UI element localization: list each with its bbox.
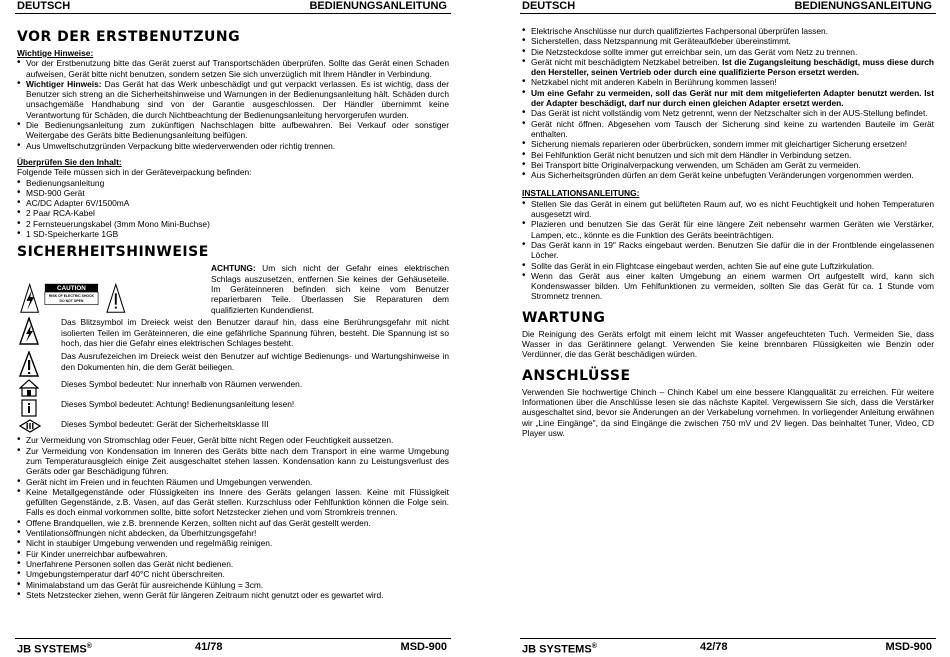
- list-item: • Aus Sicherheitsgründen dürfen an dem Gerät keine unbefugten Veränderungen vorgenommen werden.: [522, 170, 934, 180]
- list-item: • Offene Brandquellen, wie z.B. brennende Kerzen, sollten nicht auf das Gerät gestellt werden.: [17, 518, 449, 528]
- list-item: [17, 79, 449, 120]
- caution-line1: RISK OF ELECTRIC SHOCK: [48, 294, 94, 299]
- list-item: • Stellen Sie das Gerät in einem gut belüfteten Raum auf, wo es nicht Feuchtigkeit und hohen Temperaturen ausgesetzt wird.: [522, 199, 934, 220]
- list-item: • Umgebungstemperatur darf 40°C nicht überschreiten.: [17, 569, 449, 579]
- list-item: • Ventilationsöffnungen nicht abdecken, da Überhitzungsgefahr!: [17, 528, 449, 538]
- read-manual-icon: [19, 399, 39, 417]
- hints-list: [17, 58, 449, 151]
- achtung-label: ACHTUNG:: [211, 263, 256, 274]
- hints-heading: Wichtige Hinweise:: [17, 48, 94, 58]
- right-page: [520, 0, 936, 654]
- section-title-first-use: VOR DER ERSTBENUTZUNG: [17, 29, 241, 45]
- list-item: • Gerät nicht öffnen. Abgesehen vom Tausch der Sicherung sind keine zu wartenden Bauteile im Gerät enthalten.: [522, 119, 934, 140]
- list-item: • Bedienungsanleitung: [17, 178, 449, 188]
- list-item: • Sicherstellen, dass Netzspannung mit Geräteaufkleber übereinstimmt.: [522, 36, 934, 46]
- page-footer: [520, 638, 936, 656]
- symbol-class3-text: Dieses Symbol bedeutet: Gerät der Sicherheitsklasse III: [61, 419, 269, 430]
- lightning-triangle-icon: [19, 317, 39, 345]
- safety-list-continued: [522, 26, 934, 180]
- symbol-indoor-text: Dieses Symbol bedeutet: Nur innerhalb von Räumen verwenden.: [61, 379, 303, 390]
- list-item: • AC/DC Adapter 6V/1500mA: [17, 198, 449, 208]
- list-item: • Nicht in staubiger Umgebung verwenden und regelmäßig reinigen.: [17, 538, 449, 548]
- list-item: • Keine Metallgegenstände oder Flüssigkeiten ins Innere des Geräts gelangen lassen. Keine mit Flüssigkeit gefüllten Gegenstände, z.B. Vasen, auf das Gerät stellen. Kurzschluss oder Fehlfunktion können die Folge sein. Falls es doch einmal vorkommen sollte, bitte sofort Netzstecker ziehen und vom Stromkreis trennen.: [17, 487, 449, 518]
- list-item: • Unerfahrene Personen sollen das Gerät nicht bedienen.: [17, 559, 449, 569]
- achtung-text: ACHTUNG: Um sich nicht der Gefahr eines elektrischen Schlags auszusetzen, entfernen Sie keines der Gehäuseteile. Im Geräteinneren befinden sich keine vom Benutzer reparierbaren Teile. Überlassen Sie Reparaturen dem qualifizierten Kundendienst.: [211, 263, 450, 315]
- section-title-maintenance: WARTUNG: [522, 309, 606, 326]
- footer-page-number: 41/78: [195, 641, 223, 653]
- connections-text: Verwenden Sie hochwertige Chinch – Chinch Kabel um eine bessere Klangqualität zu erreichen. Für weitere Informationen über die Anschlüsse lesen sie das nächste Kapitel. Vergewissern Sie sich, dass die Verstärker ausgeschaltet sind, bevor sie Änderungen an der Verkabelung vornehmen. In vorliegender Anleitung erwähnen wir „Line Eingänge", da sind Eingänge die zwischen 750 mV und 2V liegen. Das beinhaltet Tuner, Video, CD Player usw.: [522, 386, 934, 438]
- list-item: • Um eine Gefahr zu vermeiden, soll das Gerät nur mit dem mitgelieferten Adapter benutzt werden. Ist der Adapter beschädigt, darf nur durch einen gleichen Adapter ersetzt werden.: [522, 88, 934, 109]
- content-heading: Überprüfen Sie den Inhalt:: [17, 156, 122, 167]
- list-item: • 2 Fernsteuerungskabel (3mm Mono Mini-Buchse): [17, 219, 449, 229]
- page-header: [520, 0, 936, 14]
- section-title-connections: ANSCHLÜSSE: [522, 367, 631, 384]
- footer-model: MSD-900: [885, 641, 932, 653]
- footer-model: MSD-900: [400, 641, 447, 653]
- list-item: • 2 Paar RCA-Kabel: [17, 208, 449, 218]
- safety-class-3-icon: [19, 419, 41, 433]
- list-item: • Für Kinder unerreichbar aufbewahren.: [17, 549, 449, 559]
- footer-brand: JB SYSTEMS®: [522, 643, 597, 656]
- list-item: • Die Netzsteckdose sollte immer gut erreichbar sein, um das Gerät vom Netz zu trennen.: [522, 47, 934, 57]
- list-item: • Sicherung niemals reparieren oder überbrücken, sondern immer mit gleichartiger Sicherung ersetzen!: [522, 139, 934, 149]
- list-item: • Elektrische Anschlüsse nur durch qualifiziertes Fachpersonal überprüfen lassen.: [522, 26, 934, 36]
- page-footer: [15, 638, 451, 656]
- list-item: • Plazieren und benutzen Sie das Gerät für eine längere Zeit nebensehr warmen Geräten wie Verstärker, Lampen, etc., könnte es die Funktion des Geräts beeinträchtigen.: [522, 219, 934, 240]
- list-item: • Gerät nicht mit beschädigtem Netzkabel betreiben. Ist die Zugangsleitung beschädigt, muss diese durch den Hersteller, seinen Vertrieb oder durch eine qualifizierte Person ersetzt werden.: [522, 57, 934, 78]
- header-language: DEUTSCH: [522, 0, 576, 12]
- symbol-exclaim-text: Das Ausrufezeichen im Dreieck weist den Benutzer auf wichtige Bedienungs- und Wartungshinweise in den Dokumenten hin, die dem Gerät beiliegen.: [61, 351, 449, 372]
- list-item: • Aus Umweltschutzgründen Verpackung bitte wiederverwenden oder richtig trennen.: [17, 141, 449, 151]
- list-item: • Sollte das Gerät in ein Flightcase eingebaut werden, achten Sie auf eine gute Luftzirkulation.: [522, 261, 934, 271]
- content-list: [17, 178, 449, 240]
- symbol-class3-row: [17, 419, 449, 435]
- symbol-indoor-row: [17, 379, 449, 399]
- list-item: • Zur Vermeidung von Stromschlag oder Feuer, Gerät bitte nicht Regen oder Feuchtigkeit aussetzen.: [17, 435, 449, 445]
- list-item: • Das Gerät kann in 19" Racks eingebaut werden. Benutzen Sie dafür die in der Frontblende eingelassenen Löcher.: [522, 240, 934, 261]
- maintenance-text: Die Reinigung des Geräts erfolgt mit einem leicht mit Wasser angefeuchteten Tuch. Vermeiden Sie, dass Wasser in das Gerätinnere gelangt. Verwenden Sie keine brennbaren Flüssigkeiten wie Benzin oder Verdünner, die das Gerät beschädigen würden.: [522, 328, 934, 360]
- indoor-only-icon: [19, 379, 39, 397]
- list-item: • Das Gerät ist nicht vollständig vom Netz getrennt, wenn der Netzschalter sich in der AUS-Stellung befindet.: [522, 108, 934, 118]
- header-title: BEDIENUNGSANLEITUNG: [794, 0, 932, 12]
- caution-label: CAUTION: [57, 285, 86, 293]
- list-item: • Wenn das Gerät aus einer kalten Umgebung an einem warmen Ort aufgestellt wird, kann sich Kondenswasser bilden. Um Fehlfunktionen zu vermeiden, sollten Sie das Gerät für ca. 1 Stunde vom Stromnetz trennen.: [522, 271, 934, 302]
- section-title-safety: SICHERHEITSHINWEISE: [17, 244, 209, 261]
- symbol-read-row: [17, 399, 449, 419]
- header-title: BEDIENUNGSANLEITUNG: [309, 0, 447, 12]
- left-page: [15, 0, 451, 654]
- list-item: • Gerät nicht im Freien und in feuchten Räumen und Umgebungen verwenden.: [17, 477, 449, 487]
- list-item: • Netzkabel nicht mit anderen Kabeln in Berührung kommen lassen!: [522, 77, 934, 87]
- hint-bold-label: Wichtiger Hinweis:: [26, 78, 102, 89]
- right-body: [522, 26, 934, 438]
- symbol-exclaim-row: [17, 351, 449, 379]
- list-item: • Stets Netzstecker ziehen, wenn Gerät für längeren Zeitraum nicht genutzt oder es gewartet wird.: [17, 590, 449, 600]
- header-language: DEUTSCH: [17, 0, 71, 12]
- footer-brand: JB SYSTEMS®: [17, 643, 92, 656]
- symbol-lightning-row: [17, 317, 449, 351]
- hint-text: Das Gerät hat das Werk unbeschädigt und gut verpackt verlassen. Es ist wichtig, dass der Benutzer sich streng an die Sicherheitshinweise und Warnungen in der Bedienungsanleitung hält. Schäden durch unsachgemäße Handhabung sind von der Garantie ausgeschlossen. Der Händler übernimmt keine Verantwortung für Schäden, die durch Nichtbeachtung der Bedienungsanleitung hervorgerufen wurden.: [26, 78, 449, 120]
- symbol-lightning-text: Das Blitzsymbol im Dreieck weist den Benutzer darauf hin, dass eine Berührungsgefahr mit nicht isolierten Teilen im Geräteinneren, die eine gefährliche Spannung führen, besteht. Die Spannung ist so hoch, das hier die Gefahr eines elektrischen Schlages besteht.: [61, 317, 449, 348]
- footer-page-number: 42/78: [700, 641, 728, 653]
- safety-list: [17, 435, 449, 600]
- content-intro: Folgende Teile müssen sich in der Geräteverpackung befinden:: [17, 167, 252, 178]
- list-item: • Vor der Erstbenutzung bitte das Gerät zuerst auf Transportschäden überprüfen. Sollte das Gerät einen Schaden aufweisen, Gerät bitte nicht benutzen, sondern setzen Sie sich unverzüglich mit Ihrem Händler in Verbindung.: [17, 58, 449, 79]
- list-item: • 1 SD-Speicherkarte 1GB: [17, 229, 449, 239]
- caution-line2: DO NOT OPEN: [59, 299, 84, 304]
- left-body: [17, 27, 449, 600]
- page-header: [15, 0, 451, 14]
- list-item: • Bei Fehlfunktion Gerät nicht benutzen und sich mit dem Händler in Verbindung setzen.: [522, 150, 934, 160]
- install-list: [522, 199, 934, 302]
- exclamation-triangle-icon: [19, 351, 39, 377]
- symbol-read-text: Dieses Symbol bedeutet: Achtung! Bedienungsanleitung lesen!: [61, 399, 295, 410]
- list-item: • Zur Vermeidung von Kondensation im Inneren des Geräts bitte nach dem Transport in eine warme Umgebung zum Temperaturausgleich einige Zeit ausgeschaltet stehen lassen. Kondensation kann zu Leistungsverlust des Geräts oder gar Beschädigung führen.: [17, 446, 449, 477]
- list-item: • Bei Transport bitte Originalverpackung verwenden, um Schäden am Gerät zu vermeiden.: [522, 160, 934, 170]
- install-heading: INSTALLATIONSANLEITUNG:: [522, 188, 640, 199]
- list-item: • MSD-900 Gerät: [17, 188, 449, 198]
- list-item: • Die Bedienungsanleitung zum zukünftigen Nachschlagen bitte aufbewahren. Bei Verkauf oder sonstiger Weitergabe des Geräts bitte Bedienungsanleitung beifügen.: [17, 120, 449, 141]
- list-item: • Minimalabstand um das Gerät für ausreichende Kühlung = 3cm.: [17, 580, 449, 590]
- caution-block: [17, 263, 449, 317]
